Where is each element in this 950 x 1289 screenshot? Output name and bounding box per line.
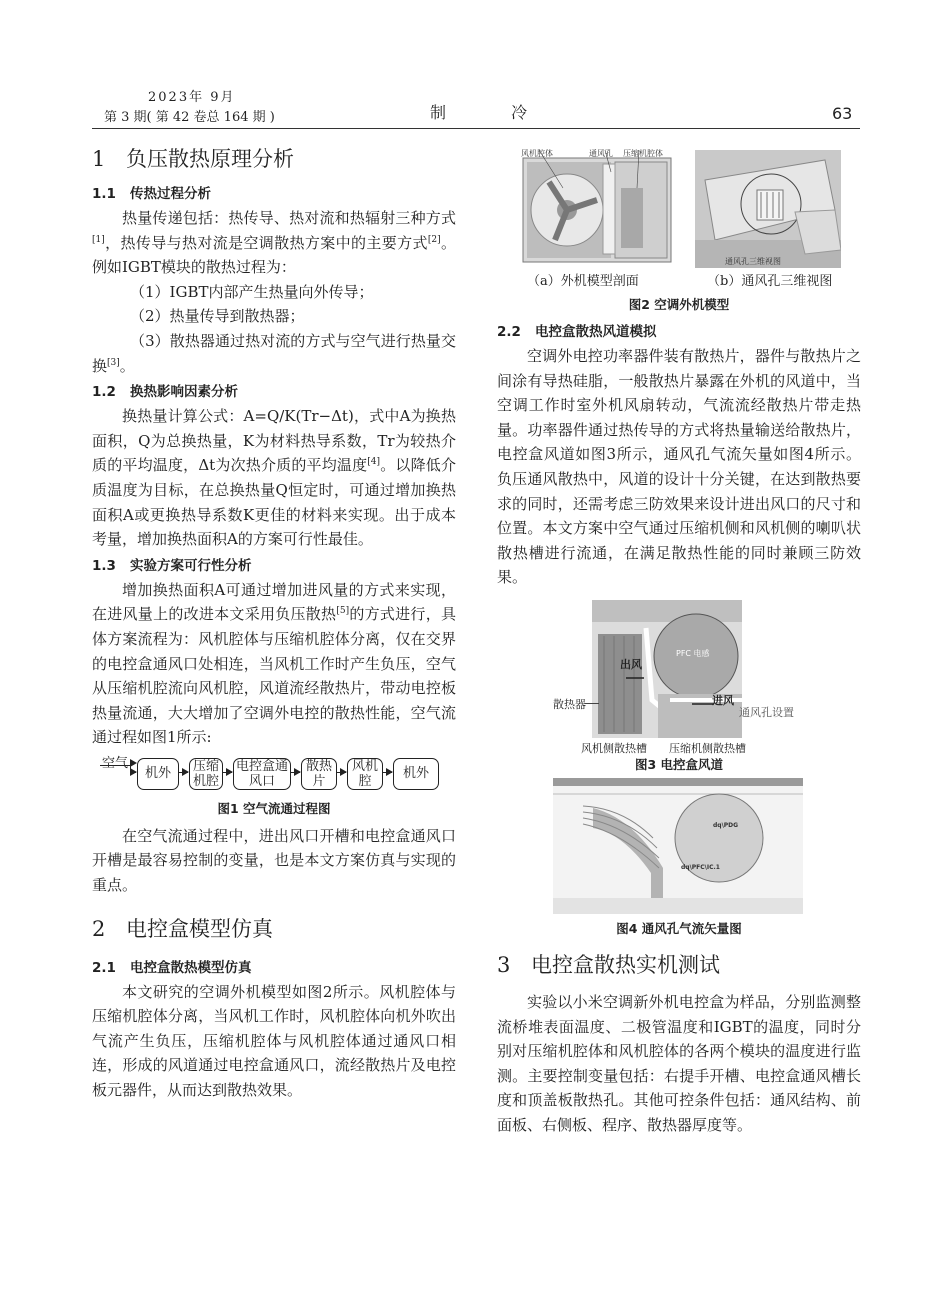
left-column xyxy=(92,140,456,1103)
text-run: 热量传递包括：热传导、热对流和热辐射三种方式 xyxy=(122,209,456,227)
section-title: 实验方案可行性分析 xyxy=(130,557,252,574)
figure-3-caption: 图3 电控盒风道 xyxy=(634,756,724,772)
text-run: 。 xyxy=(119,356,135,375)
figure-2 xyxy=(497,140,861,272)
section-title: 电控盒散热风道模拟 xyxy=(535,324,657,340)
label-pfc-ic: dq\PFC\IC.1 xyxy=(681,863,720,871)
figure-2a-caption: （a）外机模型剖面 xyxy=(527,274,639,289)
list-item: （2）热量传导到散热器； xyxy=(130,307,305,326)
paragraph-1-3 xyxy=(92,578,456,750)
paragraph-2-1: 本文研究的空调外机模型如图2所示。风机腔体与压缩机腔体分离，当风机工作时，风机腔体向机外吹出气流产生负压，压缩机腔体与风机腔体通过通风口相连，形成的风道通过电控盒通风口，流经散热片及电控板元器件，从而达到散热效果。 xyxy=(92,982,456,1100)
list-item: （1）IGBT内部产生热量向外传导； xyxy=(130,282,374,301)
flow-arrow xyxy=(336,772,346,773)
flow-arrow xyxy=(222,772,232,773)
figure-2b-image xyxy=(695,150,841,268)
citation: [3] xyxy=(107,357,120,368)
citation: [2] xyxy=(427,234,441,245)
label-vent-3d: 通风孔三维视图 xyxy=(725,257,781,266)
paragraph-1-2 xyxy=(92,404,456,552)
paragraph-1-3-b: 在空气流通过程中，进出风口开槽和电控盒通风口开槽是最容易控制的变量，也是本文方案仿真与实现的重点。 xyxy=(92,826,456,895)
flow-start-label: 空气 xyxy=(102,755,129,771)
figure-3 xyxy=(497,600,861,776)
flow-start-line-h xyxy=(100,765,130,766)
section-1-2-heading xyxy=(92,380,456,404)
text-run: （3）散热器通过热对流的方式与空气进行热量交换 xyxy=(92,331,456,375)
airflow-vector-illustration xyxy=(553,778,803,914)
flow-arrow xyxy=(130,772,136,773)
label-vent: 通风孔 xyxy=(589,149,613,158)
figure-4 xyxy=(497,778,861,938)
section-number: 1.1 xyxy=(92,186,116,202)
page-number: 63 xyxy=(832,104,853,123)
figure-2a-image xyxy=(519,148,675,268)
section-number: 1 xyxy=(92,147,106,171)
section-number: 3 xyxy=(497,952,511,977)
label-heatsink: 散热器 xyxy=(553,697,586,711)
label-compressor-cavity: 压缩机腔体 xyxy=(623,149,663,158)
text-run: ，热传导与热对流是空调散热方案中的主要方式 xyxy=(104,233,428,252)
figure-4-image xyxy=(553,778,803,914)
figure-2-subcaptions xyxy=(497,272,861,292)
citation: [5] xyxy=(336,606,350,617)
flow-box: 机外 xyxy=(137,758,179,790)
header-journal: 制 冷 xyxy=(430,103,558,122)
section-title: 负压散热原理分析 xyxy=(126,147,294,171)
flow-box: 风机腔 xyxy=(347,758,383,790)
section-2-2-heading xyxy=(497,320,861,344)
label-pfc-inductor: PFC 电感 xyxy=(676,648,710,658)
text-run: 的方式进行，具体方案流程为：风机腔体与压缩机腔体分离，仅在交界的电控盒通风口处相连，当风机工作时产生负压，空气从压缩机腔流向风机腔，风道流经散热片，带动电控板热量流通，大大增加了空调外电控的散热性能，空气流通过程如图1所示: xyxy=(92,605,456,747)
section-title: 电控盒模型仿真 xyxy=(126,916,273,941)
control-box-airflow-illustration xyxy=(592,600,742,738)
right-column xyxy=(497,140,861,1138)
list-item xyxy=(92,329,456,378)
section-number: 1.3 xyxy=(92,557,116,574)
section-number: 2.2 xyxy=(497,324,521,340)
section-number: 2 xyxy=(92,916,106,941)
header-rule xyxy=(92,128,860,129)
section-1-1-heading xyxy=(92,182,456,206)
section-3-heading xyxy=(497,950,861,980)
paragraph-1-1 xyxy=(92,206,456,280)
header-date: 2023年 9月 xyxy=(148,90,236,105)
label-compressor-side-slot: 压缩机侧散热槽 xyxy=(669,741,746,755)
label-fan-side-slot: 风机侧散热槽 xyxy=(581,741,647,755)
leader-line xyxy=(585,703,599,704)
section-number: 2.1 xyxy=(92,959,116,976)
flow-box: 散热片 xyxy=(301,758,337,790)
flow-arrow xyxy=(178,772,188,773)
figure-2b-caption: （b）通风孔三维视图 xyxy=(707,274,833,289)
label-inlet: 进风 xyxy=(712,693,734,707)
flow-box: 电控盒通风口 xyxy=(233,758,291,790)
label-fan-cavity: 风机腔体 xyxy=(521,149,553,158)
text-run: 。以降低介质温度为目标，在总换热量Q恒定时，可通过增加换热面积A或更换热导系数K更佳的材料来实现。出于成本考量，增加换热面积A的方案可行性最佳。 xyxy=(92,456,456,549)
section-title: 电控盒散热模型仿真 xyxy=(130,959,252,976)
citation: [4] xyxy=(367,457,381,468)
citation: [1] xyxy=(92,234,105,245)
header-issue: 第 3 期( 第 42 卷总 164 期 ) xyxy=(104,110,275,125)
figure-1-flow-diagram xyxy=(92,754,456,804)
flow-arrow xyxy=(290,772,300,773)
section-number: 1.2 xyxy=(92,384,116,401)
flow-box: 机外 xyxy=(393,758,439,790)
paragraph-3: 实验以小米空调新外机电控盒为样品，分别监测整流桥堆表面温度、二极管温度和IGBT的温度，同时分别对压缩机腔体和风机腔体的各两个模块的温度进行监测。主要控制变量包括：右提手开槽、电控盒通风槽长度和顶盖板散热孔。其他可控条件包括：通风结构、前面板、右侧板、程序、散热器厚度等。 xyxy=(497,992,861,1134)
section-1-3-heading xyxy=(92,554,456,578)
text-run: 换热量计算公式：A=Q/K(Tr−Δt)，式中A为换热面积，Q为总换热量，K为材料热导系数，Tr为较热介质的平均温度，Δt为次热介质的平均温度 xyxy=(92,407,456,475)
figure-4-caption: 图4 通风孔气流矢量图 xyxy=(616,920,742,936)
figure-3-image xyxy=(592,600,742,738)
text-run: 增加换热面积A可通过增加进风量的方式来实现，在进风量上的改进本文采用负压散热 xyxy=(92,580,456,624)
section-2-1-heading xyxy=(92,956,456,980)
figure-1-caption: 图1 空气流通过程图 xyxy=(217,800,331,816)
outdoor-unit-cutaway-illustration xyxy=(519,148,675,268)
section-1-heading xyxy=(92,144,456,174)
vent-3d-view-illustration xyxy=(695,150,841,268)
flow-box: 压缩机腔 xyxy=(189,758,223,790)
section-title: 换热影响因素分析 xyxy=(130,384,238,401)
paragraph-2-2: 空调外电控功率器件装有散热片，器件与散热片之间涂有导热硅脂，一般散热片暴露在外机的风道中，当空调工作时室外机风扇转动，气流流经散热片带走热量。功率器件通过热传导的方式将热量输送给散热片，电控盒风道如图3所示，通风孔气流矢量如图4所示。负压通风散热中，风道的设计十分关键，在达到散热要求的同时，还需考虑三防效果来设计进出风口的尺寸和位置。本文方案中空气通过压缩机侧和风机侧的喇叭状散热槽进行流通，在满足散热性能的同时兼顾三防效果。 xyxy=(497,347,861,587)
flow-arrow xyxy=(382,772,392,773)
label-pdg: dq\PDG xyxy=(713,821,739,829)
label-outlet: 出风 xyxy=(620,657,642,671)
section-2-heading xyxy=(92,914,456,944)
section-title: 传热过程分析 xyxy=(130,186,211,202)
section-title: 电控盒散热实机测试 xyxy=(531,952,720,977)
text-run: 。例如IGBT模块的散热过程为： xyxy=(92,233,456,277)
figure-2-caption: 图2 空调外机模型 xyxy=(628,297,730,312)
label-vent-setting: 通风孔设置 xyxy=(739,705,794,719)
